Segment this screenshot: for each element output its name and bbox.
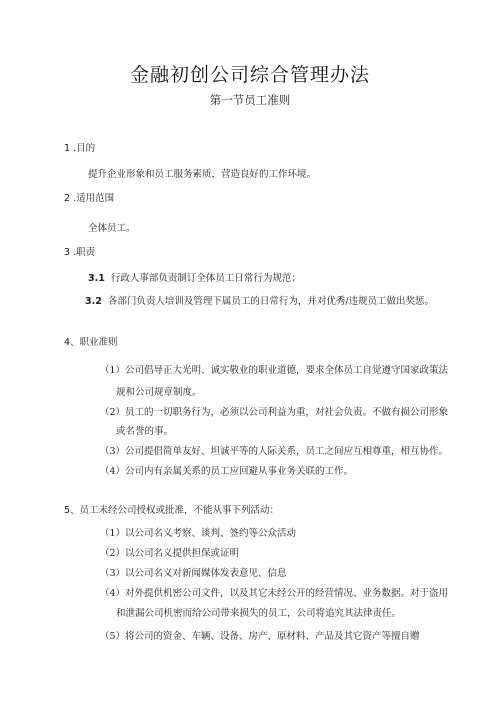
duty-number: 3.1 xyxy=(88,273,105,284)
duty-item xyxy=(88,270,301,284)
code-line: 或名誉的事。 xyxy=(116,426,174,437)
scope-text: 全体员工。 xyxy=(88,223,136,234)
code-line: 规和公司规章制度。 xyxy=(116,387,202,398)
heading-duties: 3 .职责 xyxy=(64,247,96,258)
document-title: 金融初创公司综合管理办法 xyxy=(129,64,370,86)
duty-text: 各部门负责人培训及管理下属员工的日常行为，并对优秀/违规员工做出奖惩。 xyxy=(107,296,435,307)
duty-number: 3.2 xyxy=(85,296,102,307)
activity-line: 和泄漏公司机密而给公司带来损失的员工，公司将追究其法律责任。 xyxy=(116,608,402,619)
heading-scope: 2 .适用范围 xyxy=(64,193,115,204)
activity-line: （4）对外提供机密公司文件，以及其它未经公开的经营情况、业务数据。对于盗用 xyxy=(100,588,449,599)
activity-line: （3）以公司名义对新闻媒体发表意见、信息 xyxy=(100,568,287,579)
activity-line: （1）以公司名义考察、谈判、签约等公众活动 xyxy=(100,528,297,539)
heading-prohibited-activities: 5、员工未经公司授权或批准，不能从事下列活动： xyxy=(64,505,280,516)
duty-text: 行政人事部负责制订全体员工日常行为规范； xyxy=(110,273,301,284)
duty-item xyxy=(85,293,434,307)
code-line: （4）公司内有亲属关系的员工应回避从事业务关联的工作。 xyxy=(100,466,354,477)
code-line: （1）公司倡导正大光明、诚实敬业的职业道德，要求全体员工自觉遵守国家政策法 xyxy=(100,365,449,376)
section-subtitle: 第一节员工准则 xyxy=(209,93,291,107)
heading-professional-code: 4、职业准则 xyxy=(64,337,118,348)
activity-line: （2）以公司名义提供担保或证明 xyxy=(100,548,240,559)
code-line: （3）公司提倡简单友好、坦诚平等的人际关系，员工之间应互相尊重，相互协作。 xyxy=(100,446,449,457)
activity-line: （5）将公司的资金、车辆、设备、房产、原材料、产品及其它资产等擅自赠 xyxy=(100,631,420,642)
heading-purpose: 1 .目的 xyxy=(64,143,96,154)
purpose-text: 提升企业形象和员工服务素质，营造良好的工作环境。 xyxy=(88,169,317,180)
code-line: （2）员工的一切职务行为，必须以公司利益为重，对社会负责。不做有损公司形象 xyxy=(100,407,449,418)
